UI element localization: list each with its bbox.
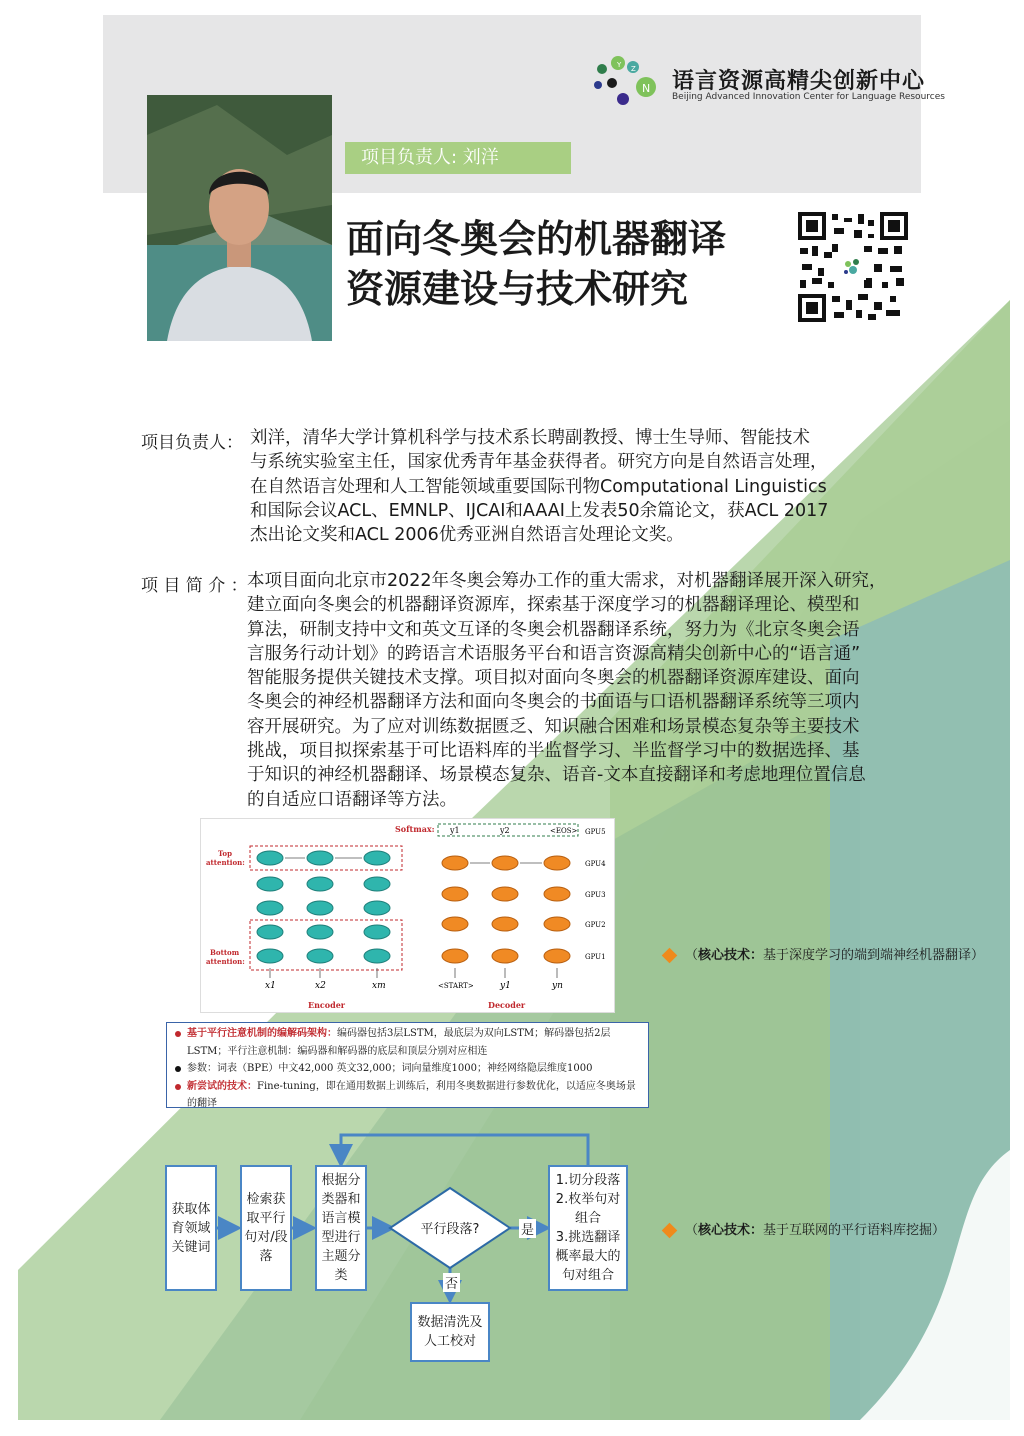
gpu1-label: GPU1	[585, 953, 606, 961]
encoder-label: Encoder	[308, 1000, 346, 1010]
paren-close: ）	[932, 1223, 946, 1238]
org-name-cn: 语言资源高精尖创新中心	[672, 69, 926, 94]
decoder-label: Decoder	[488, 1000, 526, 1010]
flow-step-2: 检索获取平行句对/段落	[240, 1165, 292, 1291]
input-y1: y1	[500, 981, 511, 991]
core-tech-text: 基于深度学习的端到端神经机器翻译	[763, 948, 972, 963]
intro-label: 项 目 简 介 ：	[141, 576, 248, 596]
note-highlight: 基于平行注意机制的编解码架构：	[187, 1028, 337, 1039]
input-x1: x1	[265, 981, 276, 991]
gpu3-label: GPU3	[585, 891, 606, 899]
intro-line: 言服务行动计划》的跨语言术语服务平台和语言资源高精尖创新中心的“语言通”	[247, 643, 861, 664]
flow-no-label: 否	[443, 1273, 460, 1292]
intro-line: 建立面向冬奥会的机器翻译资源库，探索基于深度学习的机器翻译理论、模型和	[247, 595, 860, 616]
flow-yes-line: 2.枚举句对组合	[555, 1192, 621, 1226]
flow-step-1: 获取体育领域关键词	[165, 1165, 217, 1291]
top-attention-1: Top	[218, 849, 232, 858]
decision-label: 平行段落?	[420, 1222, 480, 1237]
core-tech-label: 核心技术：	[698, 1223, 764, 1238]
logo-letter-z: Z	[631, 65, 636, 73]
title-line-1: 面向冬奥会的机器翻译	[346, 217, 727, 261]
output-y2: y2	[500, 826, 510, 835]
bottom-attention-1: Bottom	[210, 948, 240, 957]
bottom-attention-2: attention:	[206, 957, 245, 966]
output-y1: y1	[450, 826, 460, 835]
leader-tag: 项目负责人: 刘洋	[345, 142, 571, 174]
softmax-label: Softmax:	[395, 824, 435, 834]
flow-step-no: 数据清洗及人工校对	[410, 1302, 490, 1362]
intro-line: 的自适应口语翻译等方法。	[247, 789, 457, 810]
org-name-en: Beijing Advanced Innovation Center for Language Resources	[672, 92, 945, 102]
note-text: 编码器包括3层LSTM，最底层为双向LSTM；解码器包括2层LSTM；平行注意机制：编码器和解码器的底层和顶层分别对应相连	[187, 1028, 611, 1057]
paren-open: （	[685, 1223, 699, 1238]
gpu2-label: GPU2	[585, 921, 606, 929]
input-xm: xm	[372, 981, 386, 991]
leader-bio-line: 和国际会议ACL、EMNLP、IJCAI和AAAI上发表50余篇论文，获ACL 2017	[250, 500, 829, 521]
title-line-2: 资源建设与技术研究	[346, 267, 689, 311]
leader-label: 项目负责人：	[141, 433, 243, 453]
flow-step-3: 根据分类器和语言模型进行主题分类	[315, 1165, 367, 1291]
intro-line: 智能服务提供关键技术支撑。项目拟对面向冬奥会的机器翻译资源库建设、面向	[247, 668, 860, 689]
leader-bio-line: 与系统实验室主任，国家优秀青年基金获得者。研究方向是自然语言处理，	[250, 452, 828, 473]
flow-yes-line: 3.挑选翻译概率最大的句对组合	[555, 1230, 621, 1283]
gpu5-label: GPU5	[585, 828, 606, 836]
paren-close: ）	[971, 948, 985, 963]
core-tech-text: 基于互联网的平行语料库挖掘	[763, 1223, 933, 1238]
flow-yes-label: 是	[519, 1219, 536, 1238]
note-highlight: 新尝试的技术：	[187, 1080, 257, 1092]
output-eos: <EOS>	[550, 827, 578, 835]
input-x2: x2	[315, 981, 326, 991]
logo-letter-n: N	[642, 82, 651, 95]
flow-yes-line: 1.切分段落	[555, 1173, 621, 1188]
intro-line: 冬奥会的神经机器翻译方法和面向冬奥会的书面语与口语机器翻译系统等三项内	[247, 692, 860, 713]
intro-line: 于知识的神经机器翻译、场景模态复杂、语音-文本直接翻译和考虑地理位置信息	[247, 765, 866, 786]
leader-bio-line: 在自然语言处理和人工智能领域重要国际刊物Computational Linguistics	[250, 476, 827, 497]
note-text: 参数：词表（BPE）中文42,000 英文32,000；词向量维度1000；神经网络隐层维度1000	[187, 1063, 593, 1074]
leader-bio-line: 刘洋，清华大学计算机科学与技术系长聘副教授、博士生导师、智能技术	[250, 428, 810, 448]
leader-bio-line: 杰出论文奖和ACL 2006优秀亚洲自然语言处理论文奖。	[250, 525, 684, 546]
input-start: <START>	[438, 982, 474, 990]
note-text: Fine-tuning，即在通用数据上训练后，利用冬奥数据进行参数优化，以适应冬奥场景的翻译	[187, 1080, 636, 1109]
input-yn: yn	[552, 981, 563, 991]
paren-open: （	[685, 948, 699, 963]
intro-line: 容开展研究。为了应对训练数据匮乏、知识融合困难和场景模态复杂等主要技术	[247, 716, 860, 737]
core-tech-label: 核心技术：	[698, 948, 764, 963]
intro-line: 挑战，项目拟探索基于可比语料库的半监督学习、半监督学习中的数据选择、基	[247, 741, 860, 762]
intro-line: 本项目面向北京市2022年冬奥会筹办工作的重大需求，对机器翻译展开深入研究，	[247, 571, 887, 591]
intro-line: 算法，研制支持中文和英文互译的冬奥会机器翻译系统，努力为《北京冬奥会语	[247, 619, 860, 640]
logo-letter-y: Y	[617, 61, 622, 69]
flow-step-yes	[548, 1165, 628, 1291]
gpu4-label: GPU4	[585, 860, 606, 868]
top-attention-2: attention:	[206, 858, 245, 867]
